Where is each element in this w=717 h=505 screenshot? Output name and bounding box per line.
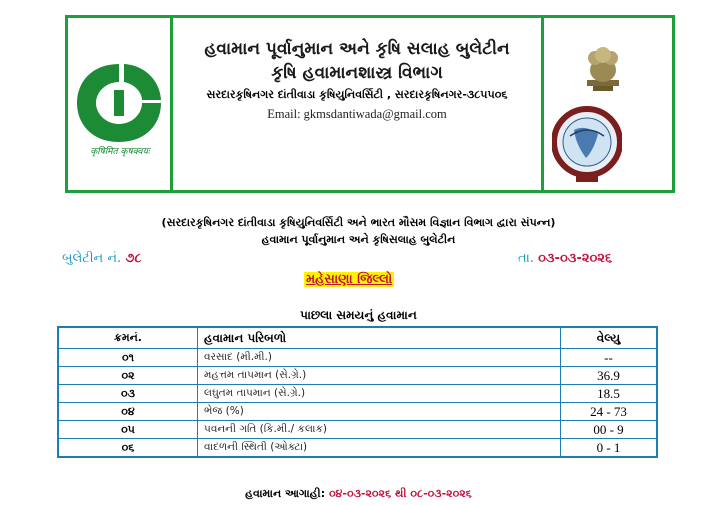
district-name: મહેસાણા જિલ્લો [306,272,393,287]
row-value: 18.5 [561,385,658,403]
title-block [173,18,541,190]
joint-effort-note: (સરદારકૃષિનગર દાંતીવાડા કૃષિયુનિવર્સિટી અને ભારત મૌસમ વિજ્ઞાન વિભાગ દ્વારા સંપન્ન) [161,216,556,229]
table-row [58,403,657,421]
row-value: -- [561,349,658,367]
contact-email: Email: gkmsdantiwada@gmail.com [267,107,447,121]
forecast-range: ૦૪-૦૩-૨૦૨૬ થી ૦૮-૦૩-૨૦૨૬ [328,487,472,500]
nabard-logo-icon [74,60,164,146]
row-serial: ૦૬ [58,439,198,458]
forecast-line [0,487,717,501]
emblem-cell [541,18,672,190]
row-parameter: ભેજ (%) [198,403,561,421]
row-value: 36.9 [561,367,658,385]
row-serial: ૦૪ [58,403,198,421]
bulletin-number-label: બુલેટીન નં. [62,251,122,266]
table-row [58,349,657,367]
bulletin-date-label: તા. [518,251,534,266]
national-emblem-icon [579,44,627,94]
table-row [58,367,657,385]
row-serial: ૦૫ [58,421,198,439]
row-serial: ૦૧ [58,349,198,367]
past-weather-heading: પાછલા સમયનું હવામાન [300,308,417,322]
bulletin-number [62,251,142,266]
column-header-parameter: હવામાન પરિબળો [198,327,561,349]
header-box [65,15,675,193]
bulletin-date [518,251,612,266]
table-row [58,439,657,458]
imd-logo-icon [552,96,622,188]
nabard-logo-cell [68,18,173,190]
forecast-label: હવામાન આગાહી: [245,487,326,500]
row-parameter: વરસાદ (મી.મી.) [198,349,561,367]
row-parameter: પવનની ગતિ (કિ.મી./ કલાક) [198,421,561,439]
row-value: 00 - 9 [561,421,658,439]
row-parameter: લઘુતમ તાપમાન (સે.ગ્રે.) [198,385,561,403]
row-serial: ૦૨ [58,367,198,385]
table-header-row [58,327,657,349]
row-parameter: વાદળની સ્થિતી (ઓક્ટા) [198,439,561,458]
past-weather-table [57,326,658,458]
row-parameter: મહત્તમ તાપમાન (સે.ગ્રે.) [198,367,561,385]
bulletin-type-note: હવામાન પૂર્વાનુમાન અને કૃષિસલાહ બુલેટીન [261,233,456,246]
row-serial: ૦૩ [58,385,198,403]
bulletin-number-value: ૭૮ [125,251,142,266]
row-value: 24 - 73 [561,403,658,421]
nabard-caption: कृषिमित कृषक्वयः [90,147,150,157]
column-header-serial: ક્રમનં. [58,327,198,349]
table-row [58,421,657,439]
bulletin-title: હવામાન પૂર્વાનુમાન અને કૃષિ સલાહ બુલેટીન [204,39,510,59]
table-row [58,385,657,403]
row-value: 0 - 1 [561,439,658,458]
bulletin-date-value: ૦૩-૦૩-૨૦૨૬ [538,251,613,266]
department-title: કૃષિ હવામાનશાસ્ત્ર વિભાગ [271,63,443,83]
university-address: સરદારકૃષિનગર દાંતીવાડા કૃષિયુનિવર્સિટી , સરદારકૃષિનગર-૩૮૫૫૦૬ [206,88,508,101]
column-header-value: વેલ્યુ [561,327,658,349]
